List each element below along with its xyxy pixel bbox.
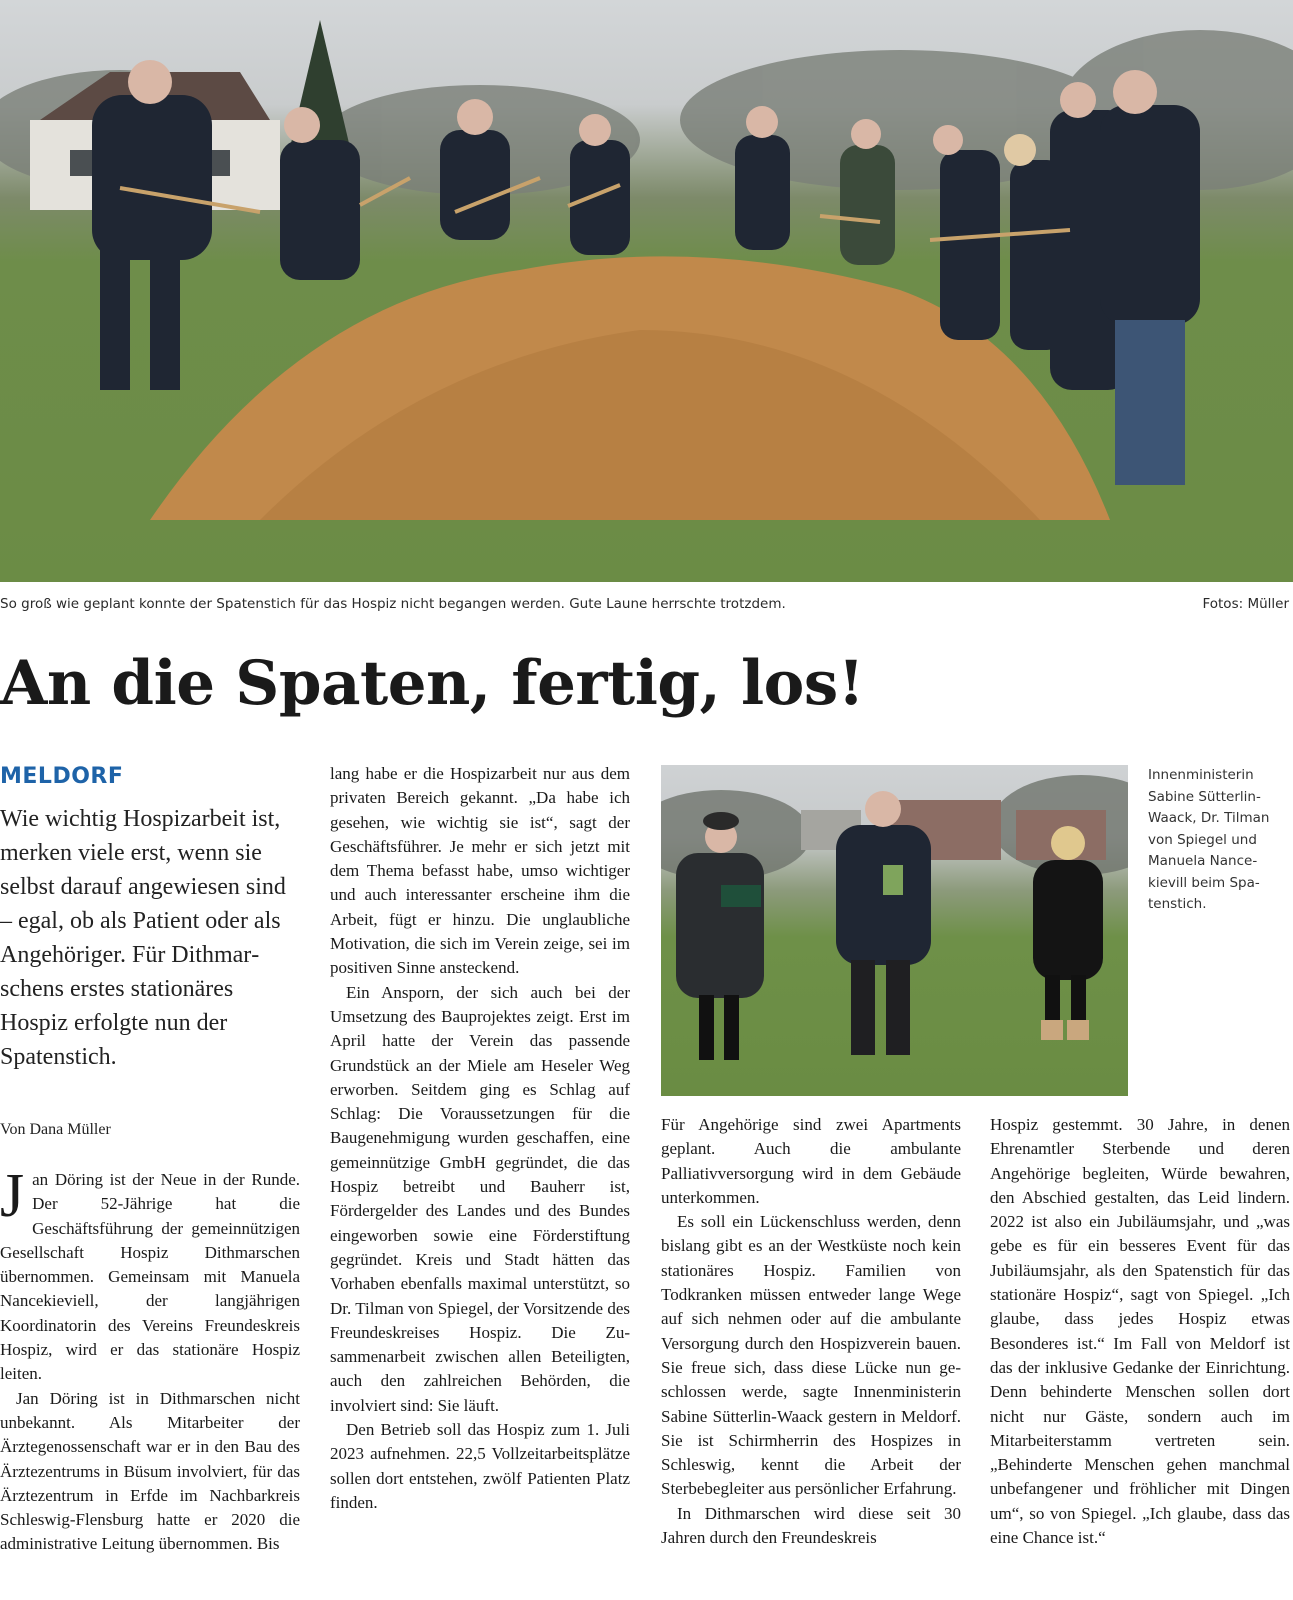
article-paragraph: Es soll ein Lückenschluss werden, denn bislang gibt es an der Westküste noch kein stationäres Hospiz. Familien von Todkranken müssen entweder lange Wege auf sich nehmen oder auf die ambulante Versorgung durch den Hospizverein bauen. Sie freue sich, dass diese Lücke nun geschlossen werde, sagte Innenministerin Sabine Sütterlin-Waack gestern in Meldorf. Sie ist Schirmherrin des Hospizes in Schleswig, kennt die Arbeit der Sterbebegleiter aus persönlicher Erfahrung. — [661, 1212, 961, 1499]
article-paragraph: Jan Döring ist in Dithmarschen nicht unbekannt. Als Mitarbeiter der Ärztegenossenschaft war er in den Bau des Ärztezentrums in Büsum involviert, für das Ärztezentrum in Erfde im Nachbarkreis Schleswig-Flensburg hatte er 2020 die administrative Leitung übernommen. Bis — [0, 1388, 300, 1554]
paragraph-text: an Döring ist der Neue in der Runde. Der 52-Jährige hat die Geschäftsführung der gemeinnützigen Gesellschaft Hospiz Dithmarschen übernommen. Gemeinsam mit Manuela Nancekieviell, der langjährigen Koordinatorin des Vereins Freundeskreis Hospiz, wird er das stationäre Hospiz leiten. — [0, 1170, 300, 1384]
article-column-4 — [990, 1113, 1290, 1550]
main-photo-caption — [0, 596, 1293, 616]
main-photo-illustration — [0, 0, 1293, 582]
secondary-photo — [661, 765, 1128, 1096]
article-paragraph: Hospiz gestemmt. 30 Jahre, in denen Ehrenamtler Sterbende und deren Angehörige begleiten, Würde bewahren, den Abschied gestalten, das Leid lindern. 2022 ist also ein Jubiläumsjahr, und „was gebe es für ein besseres Event für das Jubiläumsjahr, als den Spatenstich für das stationäre Hospiz“, sagt von Spiegel. „Ich glaube, dass jedes Hospiz etwas Besonderes ist.“ Im Fall von Meldorf ist das der inklusive Gedanke der Einrichtung. Denn behinderte Menschen sollen dort nicht nur Gäste, sondern auch im Mitarbeiterstamm vertreten sein. „Behinderte Menschen gehen manchmal unbefangener und fröhlicher mit Dingen um“, so von Spiegel. „Ich glaube, dass das eine Chance ist.“ — [990, 1115, 1290, 1548]
secondary-photo-illustration — [661, 765, 1128, 1096]
article-column-3 — [661, 1113, 961, 1550]
photo-credit: Fotos: Müller — [1202, 596, 1289, 612]
article-column-1 — [0, 1162, 300, 1557]
secondary-photo-caption: Innenministerin Sabine Sütterlin-Waack, Dr. Tilman von Spiegel und Manuela Nancekievill beim Spatenstich. — [1148, 767, 1270, 912]
article-paragraph: Für Angehörige sind zwei Apartments geplant. Auch die ambulante Palliativversorgung wird in dem Gebäude unterkommen. — [661, 1115, 961, 1207]
article-paragraph: Den Betrieb soll das Hospiz zum 1. Juli 2023 aufnehmen. 22,5 Vollzeitarbeitsplätze sollen dort entstehen, zwölf Patienten Platz finden. — [330, 1420, 630, 1512]
drop-cap: J — [0, 1162, 25, 1230]
article-paragraph: Ein Ansporn, der sich auch bei der Umsetzung des Bauprojektes zeigt. Erst im April hatte der Verein das passende Grundstück an der Miele am Heseler Weg erworben. Seitdem ging es Schlag auf Schlag: Die Voraussetzungen für die Baugenehmigung wurden geschaffen, eine gemeinnützige GmbH gegründet, die das Hospiz betreibt und Bauherr ist, Fördergelder des Landes und des Bundes eingeworben sowie eine Förderstiftung gegründet. Kreis und Stadt hätten das Vorhaben ebenfalls maximal unterstützt, so Dr. Tilman von Spiegel, der Vorsitzende des Freundeskreises Hospiz. Die Zusammenarbeit zwischen allen Beteiligten, auch den zahlreichen Behörden, die involviert sind: Sie läuft. — [330, 982, 630, 1415]
caption-text: So groß wie geplant konnte der Spatenstich für das Hospiz nicht begangen werden. Gute Laune herrschte trotzdem. — [0, 596, 786, 612]
roofline-location: MELDORF — [0, 764, 124, 789]
article-column-2 — [330, 762, 630, 1515]
article-paragraph — [0, 1162, 300, 1387]
lead-paragraph: Wie wichtig Hospizarbeit ist, merken viele erst, wenn sie selbst darauf angewiesen sind – egal, ob als Patient oder als Angehöriger. Für Dithmarschens erstes stationäres Hospiz erfolgte nun der Spatenstich. — [0, 806, 286, 1070]
headline: An die Spaten, fertig, los! — [0, 648, 864, 719]
byline: Von Dana Müller — [0, 1121, 111, 1138]
article-paragraph: In Dithmarschen wird diese seit 30 Jahren durch den Freundeskreis — [661, 1503, 961, 1548]
article-paragraph: lang habe er die Hospizarbeit nur aus dem privaten Bereich gekannt. „Da habe ich gesehen, wie wichtig sie ist“, sagt der Geschäftsführer. Je mehr er sich jetzt mit dem Thema befasst habe, umso wichtiger und auch interessanter erscheine ihm die Arbeit, fügt er hinzu. Die unglaubliche Motivation, die sich im Verein zeige, sei im positiven Sinne ansteckend. — [330, 764, 630, 978]
main-photo — [0, 0, 1293, 582]
